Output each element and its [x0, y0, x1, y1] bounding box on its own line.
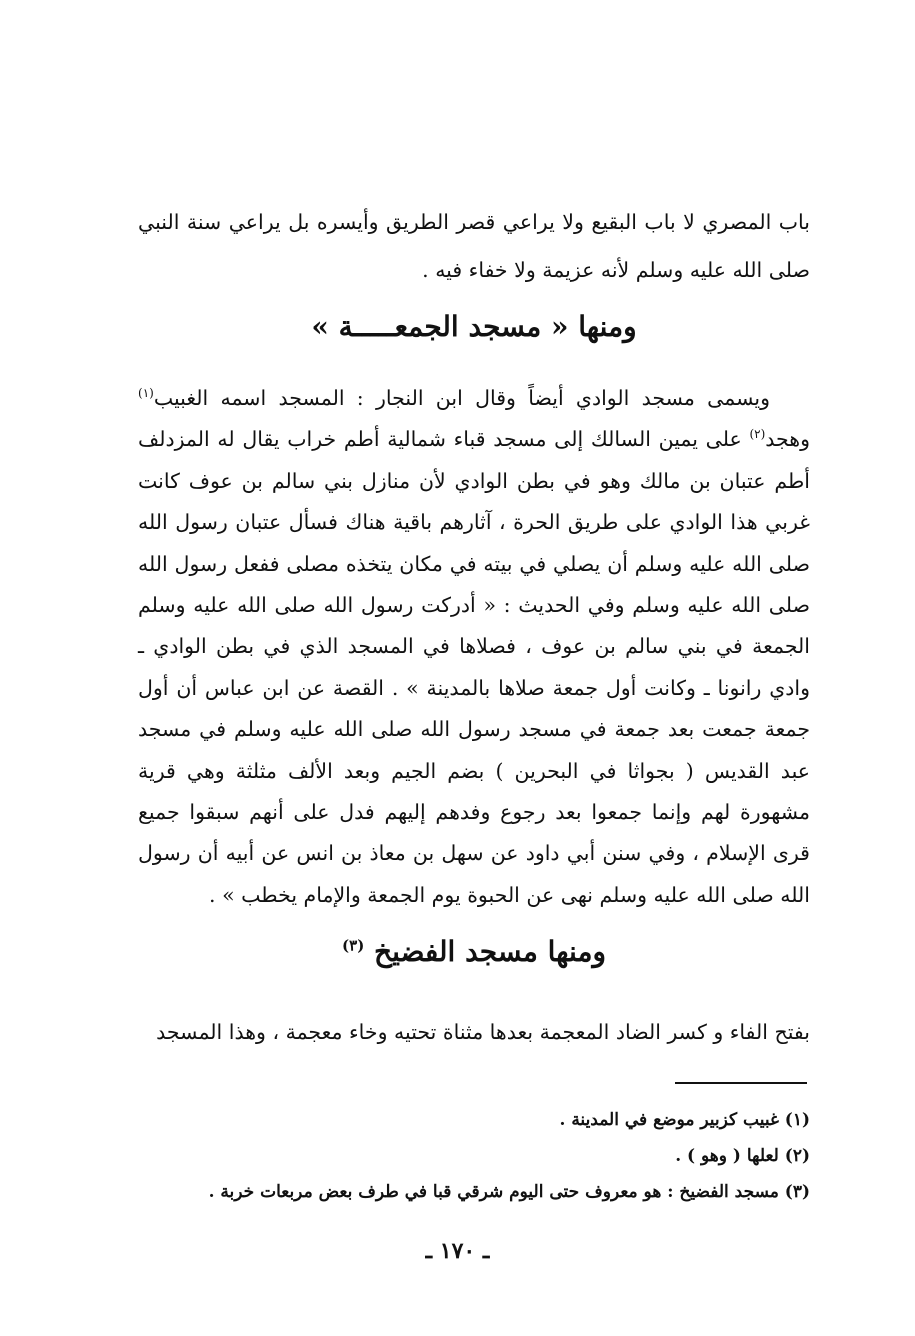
fadikh-mosque-paragraph: بفتح الفاء و كسر الضاد المعجمة بعدها مثناة تحتيه وخاء معجمة ، وهذا المسجد [156, 1020, 810, 1044]
footnote-ref-1: (١) [138, 386, 154, 401]
footnotes [138, 1102, 810, 1210]
section-heading-text: ومنها مسجد الفضيخ [374, 935, 606, 968]
footnote-ref-3: (٣) [342, 936, 365, 955]
paragraph-text-a: ويسمى مسجد الوادي أيضاً وقال ابن النجار : المسجد اسمه الغبيب [153, 386, 770, 410]
footnote-2: (٢) لعلها ( وهو ) . [675, 1146, 810, 1166]
intro-paragraph: باب المصري لا باب البقيع ولا يراعي قصر الطريق وأيسره بل يراعي سنة النبي صلى الله عليه وسلم لأنه عزيمة ولا خفاء فيه . [138, 210, 810, 282]
paragraph-text-b: وهجد [765, 427, 810, 452]
section-heading-text: ومنها « مسجد الجمعـــــة » [311, 310, 637, 343]
section-heading-jumuah-mosque [138, 310, 810, 343]
footnote-3: (٣) مسجد الفضيخ : هو معروف حتى اليوم شرقي قبا في طرف بعض مربعات خربة . [208, 1182, 810, 1202]
jumuah-mosque-paragraph [138, 378, 810, 916]
page-number: ـ ١٧٠ ـ [425, 1238, 490, 1264]
footnote-ref-2: (٢) [749, 427, 766, 442]
footnote-1: (١) غبيب كزبير موضع في المدينة . [559, 1110, 810, 1130]
footnote-divider [675, 1082, 807, 1084]
paragraph-text-c: على يمين السالك إلى مسجد قباء شمالية أطم خراب يقال له المزدلف أطم عتبان بن مالك وهو في بطن الوادي لأن منازل بني سالم بن عوف كانت غربي هذا الوادي على طريق الحرة ، آثارهم باقية هناك فسأل عتبان رسول الله صلى الله عليه وسلم أن يصلي في بيته في مكان يتخذه مصلى ففعل رسول الله صلى الله عليه وسلم وفي الحديث : « أدركت رسول الله صلى الله عليه وسلم الجمعة في بني سالم بن عوف ، فصلاها في المسجد الذي في بطن الوادي ـ وادي رانونا ـ وكانت أول جمعة صلاها بالمدينة » . القصة عن ابن عباس أن أول جمعة جمعت بعد جمعة في مسجد رسول الله صلى الله عليه وسلم في مسجد عبد القديس ( بجواثا في البحرين ) بضم الجيم وبعد الألف مثلثة وهي قرية مشهورة لهم وإنما جمعوا بعد رجوع وفدهم إليهم فدل على أنهم سبقوا جميع قرى الإسلام ، وفي سنن أبي داود عن سهل بن معاذ بن انس عن أبيه أن رسول الله صلى الله عليه وسلم نهى عن الحبوة يوم الجمعة والإمام يخطب » . [138, 427, 810, 907]
section-heading-fadikh-mosque [138, 935, 810, 968]
